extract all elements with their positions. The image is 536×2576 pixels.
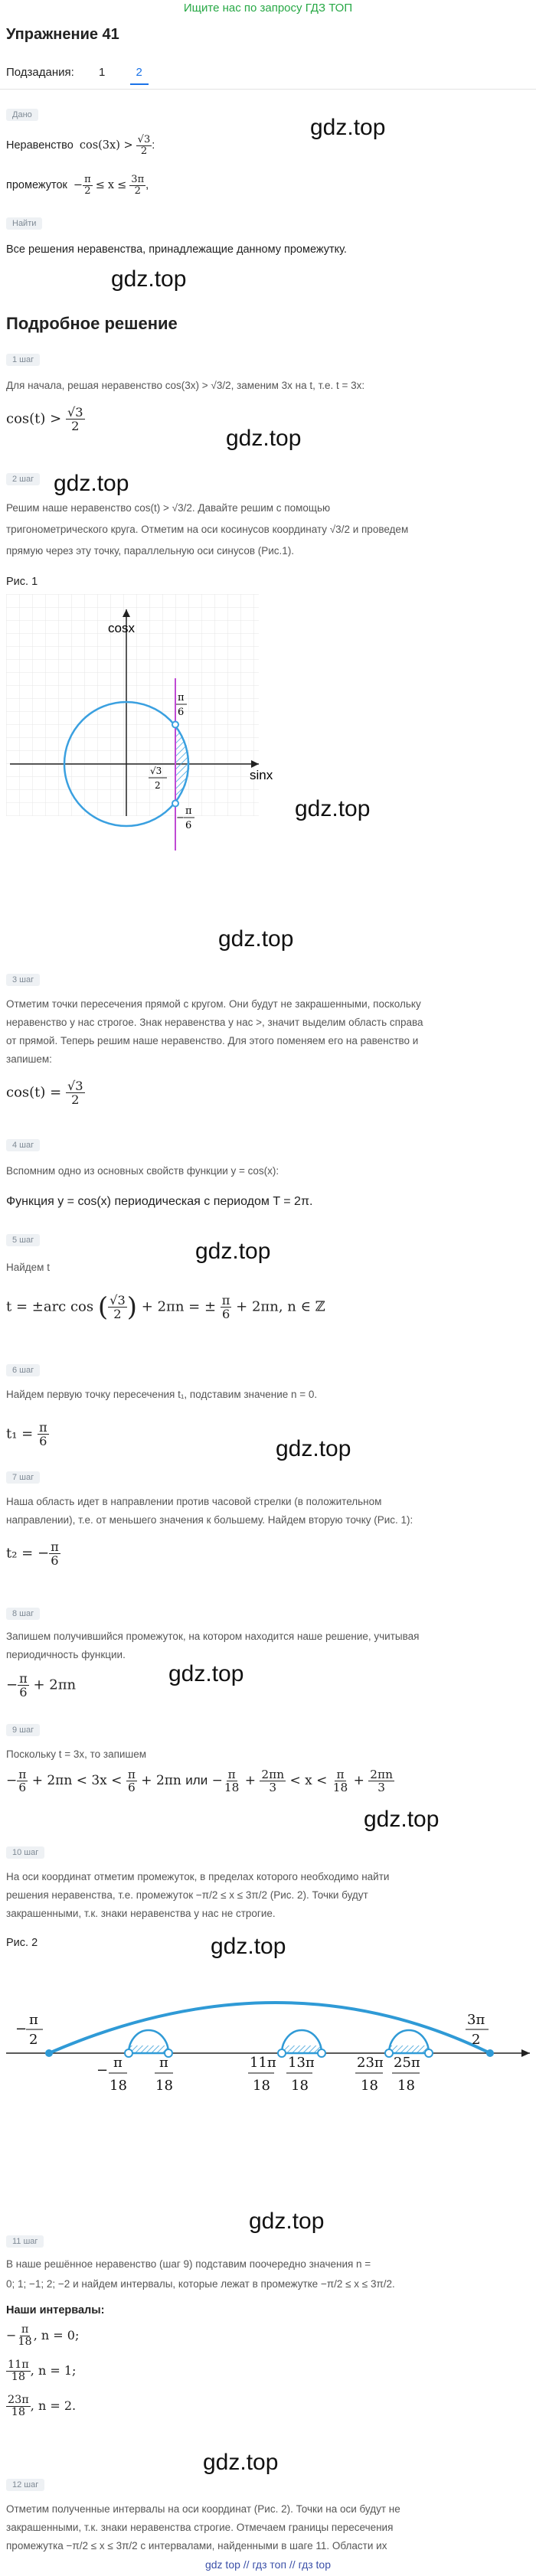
solution-title: Подробное решение (6, 314, 178, 333)
svg-text:18: 18 (109, 2078, 127, 2094)
step-badge: 3 шаг (6, 974, 40, 986)
figure-2-number-line (6, 1960, 530, 2121)
step-text: Найдем t (6, 1262, 50, 1273)
step-text: Наша область идет в направлении против часовой стрелки (в положительном (6, 1496, 382, 1507)
figure-1-unit-circle (6, 594, 273, 831)
endpoint-filled (45, 2049, 53, 2057)
find-badge: Найти (6, 217, 42, 230)
step-text: На оси координат отметим промежуток, в пределах которого необходимо найти (6, 1871, 390, 1882)
step-text: Вспомним одно из основных свойств функции y = cos(x): (6, 1165, 279, 1177)
axis-arrow (521, 2049, 530, 2057)
step-badge: 6 шаг (6, 1364, 40, 1376)
svg-text:π: π (29, 2012, 38, 2028)
interval-n2: $\frac{23\pi}{18}$ , n = 2. (8, 2394, 77, 2419)
given-badge: Дано (6, 109, 38, 121)
step-text: тригонометрического круга. Отметим на оси косинусов координату √3/2 и проведем (6, 524, 409, 535)
intersection-point (172, 801, 178, 807)
page-title: Упражнение 41 (6, 26, 119, 43)
step-text: 0; 1; −1; 2; −2 и найдем интервалы, которые лежат в промежутке −π/2 ≤ x ≤ 3π/2. (6, 2278, 395, 2290)
tick-label: √3 (150, 766, 162, 776)
endpoint-filled (486, 2049, 494, 2057)
tick-label: π (185, 805, 192, 817)
step-text: прямую через эту точку, параллельную оси синусов (Рис.1). (6, 545, 295, 557)
step-formula: − $\frac{\pi}{6}$ + 2πn (6, 1671, 77, 1699)
step-text: запишем: (6, 1053, 52, 1065)
tick-label: π (178, 692, 185, 704)
step-text: от прямой. Теперь решим наше неравенство. Для этого поменяем его на равенство и (6, 1035, 419, 1046)
watermark: gdz.top (218, 926, 294, 952)
interval-n1: $\frac{11\pi}{18}$ , n = 1; (8, 2359, 77, 2384)
interval-n0: − $\frac{\pi}{18}$ , n = 0; (6, 2323, 80, 2349)
step-badge: 12 шаг (6, 2479, 44, 2491)
given-interval: промежуток − $\frac{\pi}{2}$ ≤ x ≤ $\frac{3\pi}{2}$ , (6, 174, 149, 197)
svg-text:23π: 23π (357, 2055, 384, 2071)
step-text: периодичность функции. (6, 1649, 126, 1660)
step-badge: 9 шаг (6, 1724, 40, 1736)
step-text: В наше решённое неравенство (шаг 9) подставим поочередно значения n = (6, 2258, 371, 2270)
watermark: gdz.top (226, 426, 302, 451)
endpoint-open (385, 2049, 393, 2057)
svg-text:18: 18 (291, 2078, 309, 2094)
step-text: закрашенными, т.к. знаки неравенства у нас не строгие. (6, 1908, 276, 1919)
step-badge: 5 шаг (6, 1234, 40, 1246)
step-formula: cos(t) = $\frac{√3}{2}$ (6, 1079, 83, 1107)
step-badge: 4 шаг (6, 1139, 40, 1151)
step-badge: 10 шаг (6, 1846, 44, 1859)
step-formula: t₂ = − $\frac{\pi}{6}$ (6, 1539, 59, 1568)
step-badge: 8 шаг (6, 1608, 40, 1620)
step-badge: 7 шаг (6, 1471, 40, 1484)
svg-text:2: 2 (472, 2032, 481, 2048)
divider (0, 89, 536, 90)
svg-text:3π: 3π (467, 2012, 485, 2028)
y-axis-label: cosx (108, 621, 135, 635)
step-text: Запишем получившийся промежуток, на котором находится наше решение, учитывая (6, 1631, 420, 1642)
svg-text:18: 18 (397, 2078, 415, 2094)
subtask-tabs (6, 66, 170, 85)
step-formula: − $\frac{\pi}{6}$ + 2πn < 3x < $\frac{\pi}{6}$ + 2πn или − $\frac{\pi}{18}$ + $\frac{2\pi n}{3}$ < x < $\frac{\pi}{18}$ + $\frac{2\pi n}{3}$ (6, 1768, 393, 1795)
step-text: Решим наше неравенство cos(t) > √3/2. Давайте решим с помощью (6, 502, 331, 514)
tick-label: − (176, 812, 185, 824)
figure-caption: Рис. 2 (6, 1937, 38, 1949)
intersection-point (172, 722, 178, 728)
svg-text:−: − (96, 2062, 109, 2078)
step-text: закрашенными, т.к. знаки неравенства строгие. Отмечаем границы пересечения (6, 2522, 394, 2533)
hatched-segment (282, 2045, 322, 2053)
step-text: неравенство у нас строгое. Знак неравенства у нас >, значит выделим область справа (6, 1017, 423, 1028)
watermark: gdz.top (203, 2450, 279, 2475)
svg-text:18: 18 (155, 2078, 173, 2094)
subtask-tab-2[interactable]: 2 (130, 66, 149, 85)
svg-text:π: π (159, 2055, 168, 2071)
step-badge: 1 шаг (6, 354, 40, 366)
intervals-label: Наши интервалы: (6, 2304, 105, 2316)
svg-text:13π: 13π (288, 2055, 315, 2071)
watermark: gdz.top (295, 796, 371, 821)
watermark: gdz.top (249, 2209, 325, 2234)
subtask-tab-1[interactable]: 1 (99, 66, 106, 79)
step-text: Поскольку t = 3x, то запишем (6, 1748, 147, 1760)
step-badge: 2 шаг (6, 473, 40, 485)
tick-label: 6 (185, 820, 192, 831)
svg-text:18: 18 (253, 2078, 270, 2094)
endpoint-open (425, 2049, 433, 2057)
step-formula: Функция y = cos(x) периодическая с периодом T = 2π. (6, 1195, 313, 1208)
watermark: gdz.top (276, 1436, 351, 1461)
endpoint-open (125, 2049, 132, 2057)
watermark: gdz.top (310, 115, 386, 140)
x-axis-label: sinx (250, 768, 273, 782)
hatched-segment (389, 2045, 429, 2053)
watermark: gdz.top (168, 1661, 244, 1686)
step-text: Найдем первую точку пересечения t₁, подставим значение n = 0. (6, 1389, 318, 1400)
watermark: gdz.top (54, 471, 129, 496)
step-text: Для начала, решая неравенство cos(3x) > √3/2, заменим 3x на t, т.е. t = 3x: (6, 380, 365, 391)
footer-links[interactable]: gdz top // гдз топ // гдз top (204, 2558, 332, 2571)
step-text: Отметим полученные интервалы на оси координат (Рис. 2). Точки на оси будут не (6, 2503, 400, 2515)
endpoint-open (318, 2049, 325, 2057)
step-text: решения неравенства, т.е. промежуток −π/2 ≤ x ≤ 3π/2 (Рис. 2). Точки будут (6, 1889, 368, 1901)
step-text: Отметим точки пересечения прямой с кругом. Они будут не закрашенными, поскольку (6, 998, 421, 1010)
watermark: gdz.top (364, 1807, 440, 1832)
watermark: gdz.top (211, 1934, 286, 1959)
svg-text:2: 2 (29, 2032, 38, 2048)
watermark: gdz.top (111, 266, 187, 292)
tick-label: 6 (178, 707, 185, 718)
figure-caption: Рис. 1 (6, 576, 38, 588)
svg-text:π: π (113, 2055, 123, 2071)
tick-label: 2 (155, 780, 161, 791)
watermark: gdz.top (195, 1239, 271, 1264)
step-formula: cos(t) > $\frac{√3}{2}$ (6, 405, 83, 433)
step-badge: 11 шаг (6, 2235, 44, 2248)
top-banner[interactable]: Ищите нас по запросу ГДЗ ТОП (183, 2, 353, 15)
given-inequality: Неравенство cos(3x) > $\frac{√3}{2}$ : (6, 134, 155, 157)
svg-text:−: − (15, 2021, 28, 2037)
endpoint-open (278, 2049, 286, 2057)
step-formula: t₁ = $\frac{\pi}{6}$ (6, 1420, 47, 1448)
subtask-label: Подзадания: (6, 66, 74, 79)
svg-text:11π: 11π (250, 2055, 276, 2071)
hatched-segment (129, 2045, 168, 2053)
step-text: промежутка −π/2 ≤ x ≤ 3π/2 с интервалами, найденными в шаге 11. Области их (6, 2540, 387, 2552)
find-text: Все решения неравенства, принадлежащие данному промежутку. (6, 243, 347, 256)
svg-text:25π: 25π (394, 2055, 420, 2071)
svg-text:18: 18 (361, 2078, 378, 2094)
step-formula: t = ±arc cos ( $\frac{√3}{2}$ ) + 2πn = ± $\frac{\pi}{6}$ + 2πn, n ∈ ℤ (6, 1291, 325, 1323)
step-text: направлении), т.е. от меньшего значения к большему. Найдем вторую точку (Рис. 1): (6, 1514, 413, 1526)
